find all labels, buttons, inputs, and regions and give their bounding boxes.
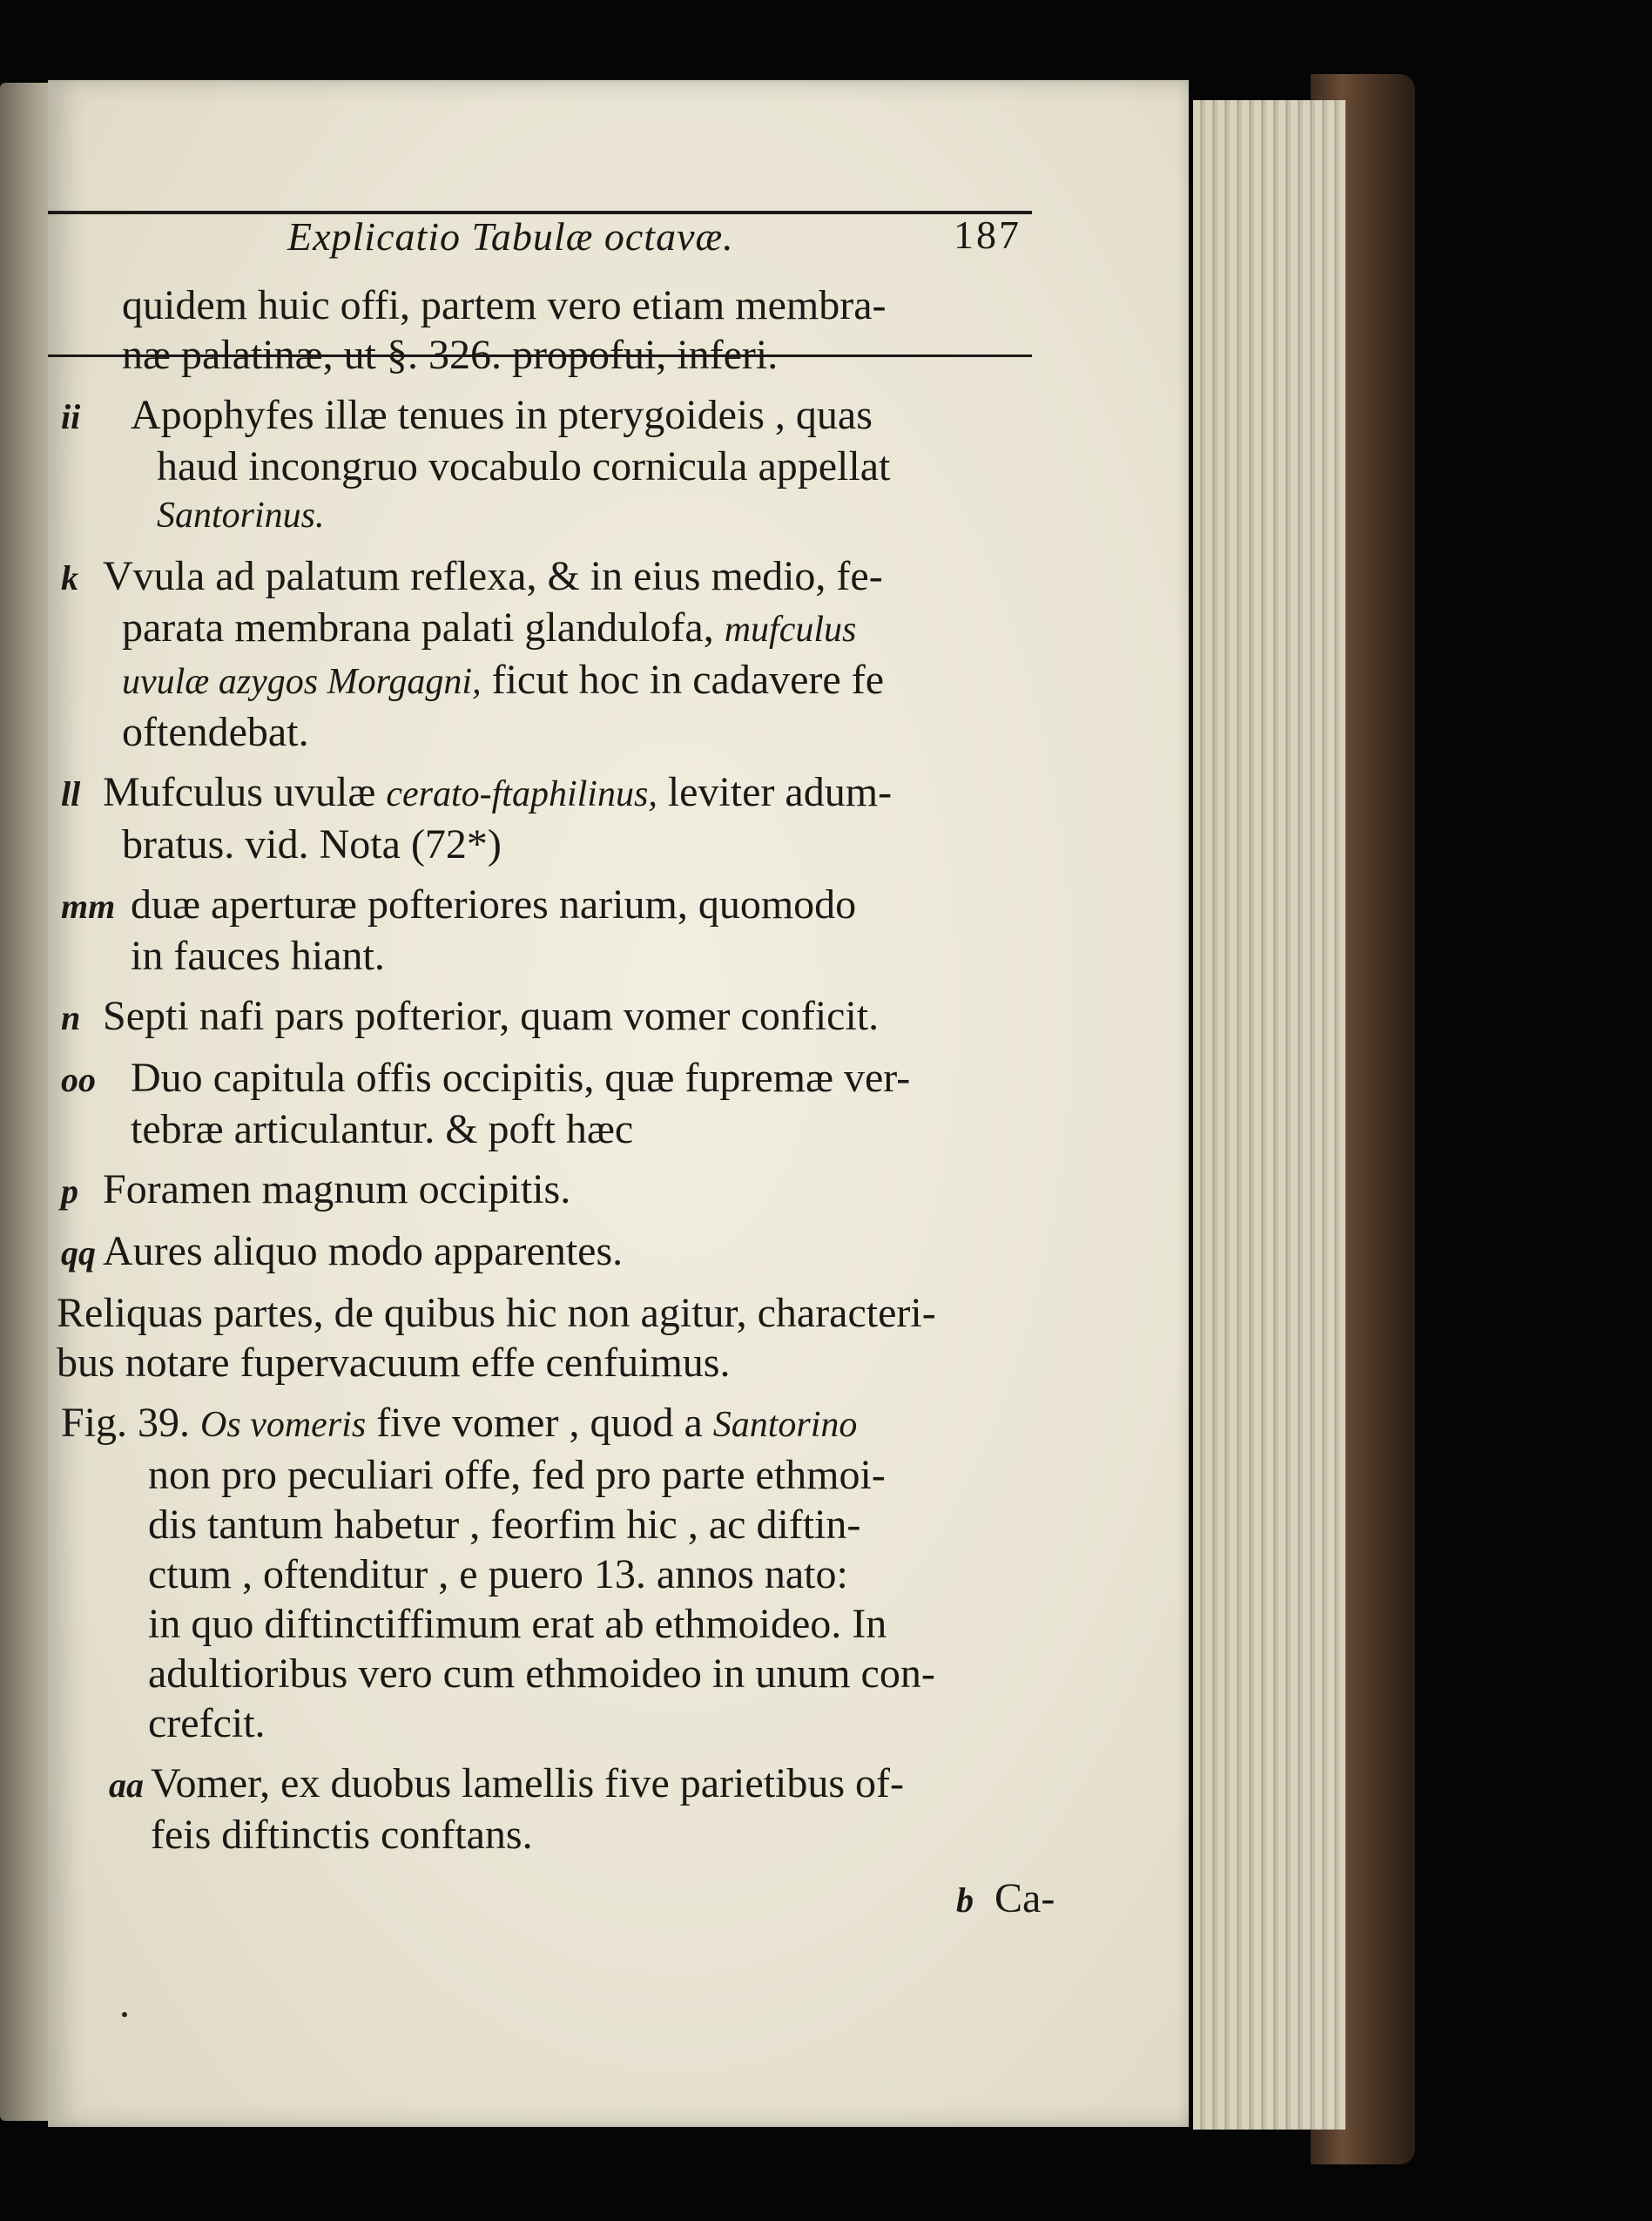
text-line: Vvula ad palatum reflexa, & in eius medio, fe- <box>103 553 883 599</box>
text-line-italic: Santorinus. <box>157 496 325 536</box>
text-line: Foramen magnum occipitis. <box>103 1166 571 1212</box>
entry-key: k <box>61 558 78 597</box>
text-line: five vomer , quod a <box>376 1400 703 1446</box>
legend-entry-ii <box>61 390 1080 541</box>
legend-entry-ll <box>61 767 1080 869</box>
text-line: non pro peculiari offe, fed pro parte ethmoi- <box>148 1452 886 1498</box>
legend-entry-mm <box>61 880 1080 981</box>
legend-entry-n <box>61 991 1080 1043</box>
figure-label: Fig. 39. <box>61 1400 191 1446</box>
entry-key: aa <box>109 1765 144 1805</box>
legend-entry-p <box>61 1165 1080 1216</box>
page-stack-edges <box>1193 100 1345 2130</box>
text-line: Apophyfes illæ tenues in pterygoideis , quas <box>131 392 873 438</box>
italic-term: Os vomeris <box>200 1405 367 1445</box>
paragraph-reliquas <box>57 1288 1080 1387</box>
text-line: oftendebat. <box>122 709 309 755</box>
text-line: adultioribus vero cum ethmoideo in unum con- <box>148 1651 935 1697</box>
entry-key: ii <box>61 397 81 436</box>
entry-key: n <box>61 998 81 1037</box>
text-line: Duo capitula offis occipitis, quæ fupremæ ver- <box>131 1055 911 1101</box>
catchword <box>956 1874 1055 1922</box>
text-line: parata membrana palati glandulofa, <box>122 604 714 651</box>
text-line: Aures aliquo modo apparentes. <box>103 1228 624 1274</box>
legend-entry-qq <box>61 1226 1080 1278</box>
text-line: haud incongruo vocabulo cornicula appellat <box>157 443 891 489</box>
text-line: duæ aperturæ pofteriores narium, quomodo <box>131 881 857 928</box>
page-body <box>57 280 1080 1870</box>
entry-key: qq <box>61 1233 96 1273</box>
legend-entry-oo <box>61 1053 1080 1154</box>
text-line: crefcit. <box>148 1700 266 1746</box>
entry-key: oo <box>61 1060 96 1099</box>
text-line: Vomer, ex duobus lamellis five parietibus of- <box>151 1760 905 1806</box>
text-line: in fauces hiant. <box>131 933 385 979</box>
ink-speck <box>122 2012 127 2017</box>
text-line: bratus. vid. Nota (72*) <box>122 821 502 867</box>
page-number: 187 <box>954 213 1022 257</box>
text-line: Septi nafi pars pofterior, quam vomer conficit. <box>103 993 880 1039</box>
italic-term: mufculus <box>724 610 857 650</box>
text-line: Mufculus uvulæ <box>103 769 376 815</box>
running-title: Explicatio Tabulæ octavæ. <box>287 214 734 259</box>
text-line: feis diftinctis conftans. <box>151 1812 533 1858</box>
text-line: Reliquas partes, de quibus hic non agitur, characteri- <box>57 1290 936 1336</box>
text-line: in quo diftinctiffimum erat ab ethmoideo. In <box>148 1601 887 1647</box>
text-line: tebræ articulantur. & poft hæc <box>131 1106 634 1152</box>
italic-term: uvulæ azygos Morgagni, <box>122 662 482 702</box>
text-line: ctum , oftenditur , e puero 13. annos nato: <box>148 1551 848 1597</box>
text-line: leviter adum- <box>667 769 893 815</box>
text-line: dis tantum habetur , feorfim hic , ac diftin- <box>148 1502 861 1548</box>
italic-term: Santorino <box>712 1405 858 1445</box>
entry-key: ll <box>61 774 81 813</box>
legend-entry-k <box>61 551 1080 757</box>
text-line: næ palatinæ, ut §. 326. propofui, inferi. <box>122 332 779 378</box>
italic-term: cerato-ftaphilinus, <box>386 774 657 814</box>
catchword-text: Ca- <box>995 1875 1055 1921</box>
figure-39-entry <box>61 1398 1080 1748</box>
entry-key: mm <box>61 887 116 926</box>
text-line: ficut hoc in cadavere fe <box>491 657 885 703</box>
entry-key: p <box>61 1171 78 1211</box>
legend-entry-aa <box>61 1759 1080 1860</box>
paragraph-continuation <box>61 280 1080 380</box>
text-line: bus notare fupervacuum effe cenfuimus. <box>57 1340 731 1386</box>
catchword-key: b <box>956 1880 974 1920</box>
text-line: quidem huic offi, partem vero etiam membra- <box>122 282 887 328</box>
